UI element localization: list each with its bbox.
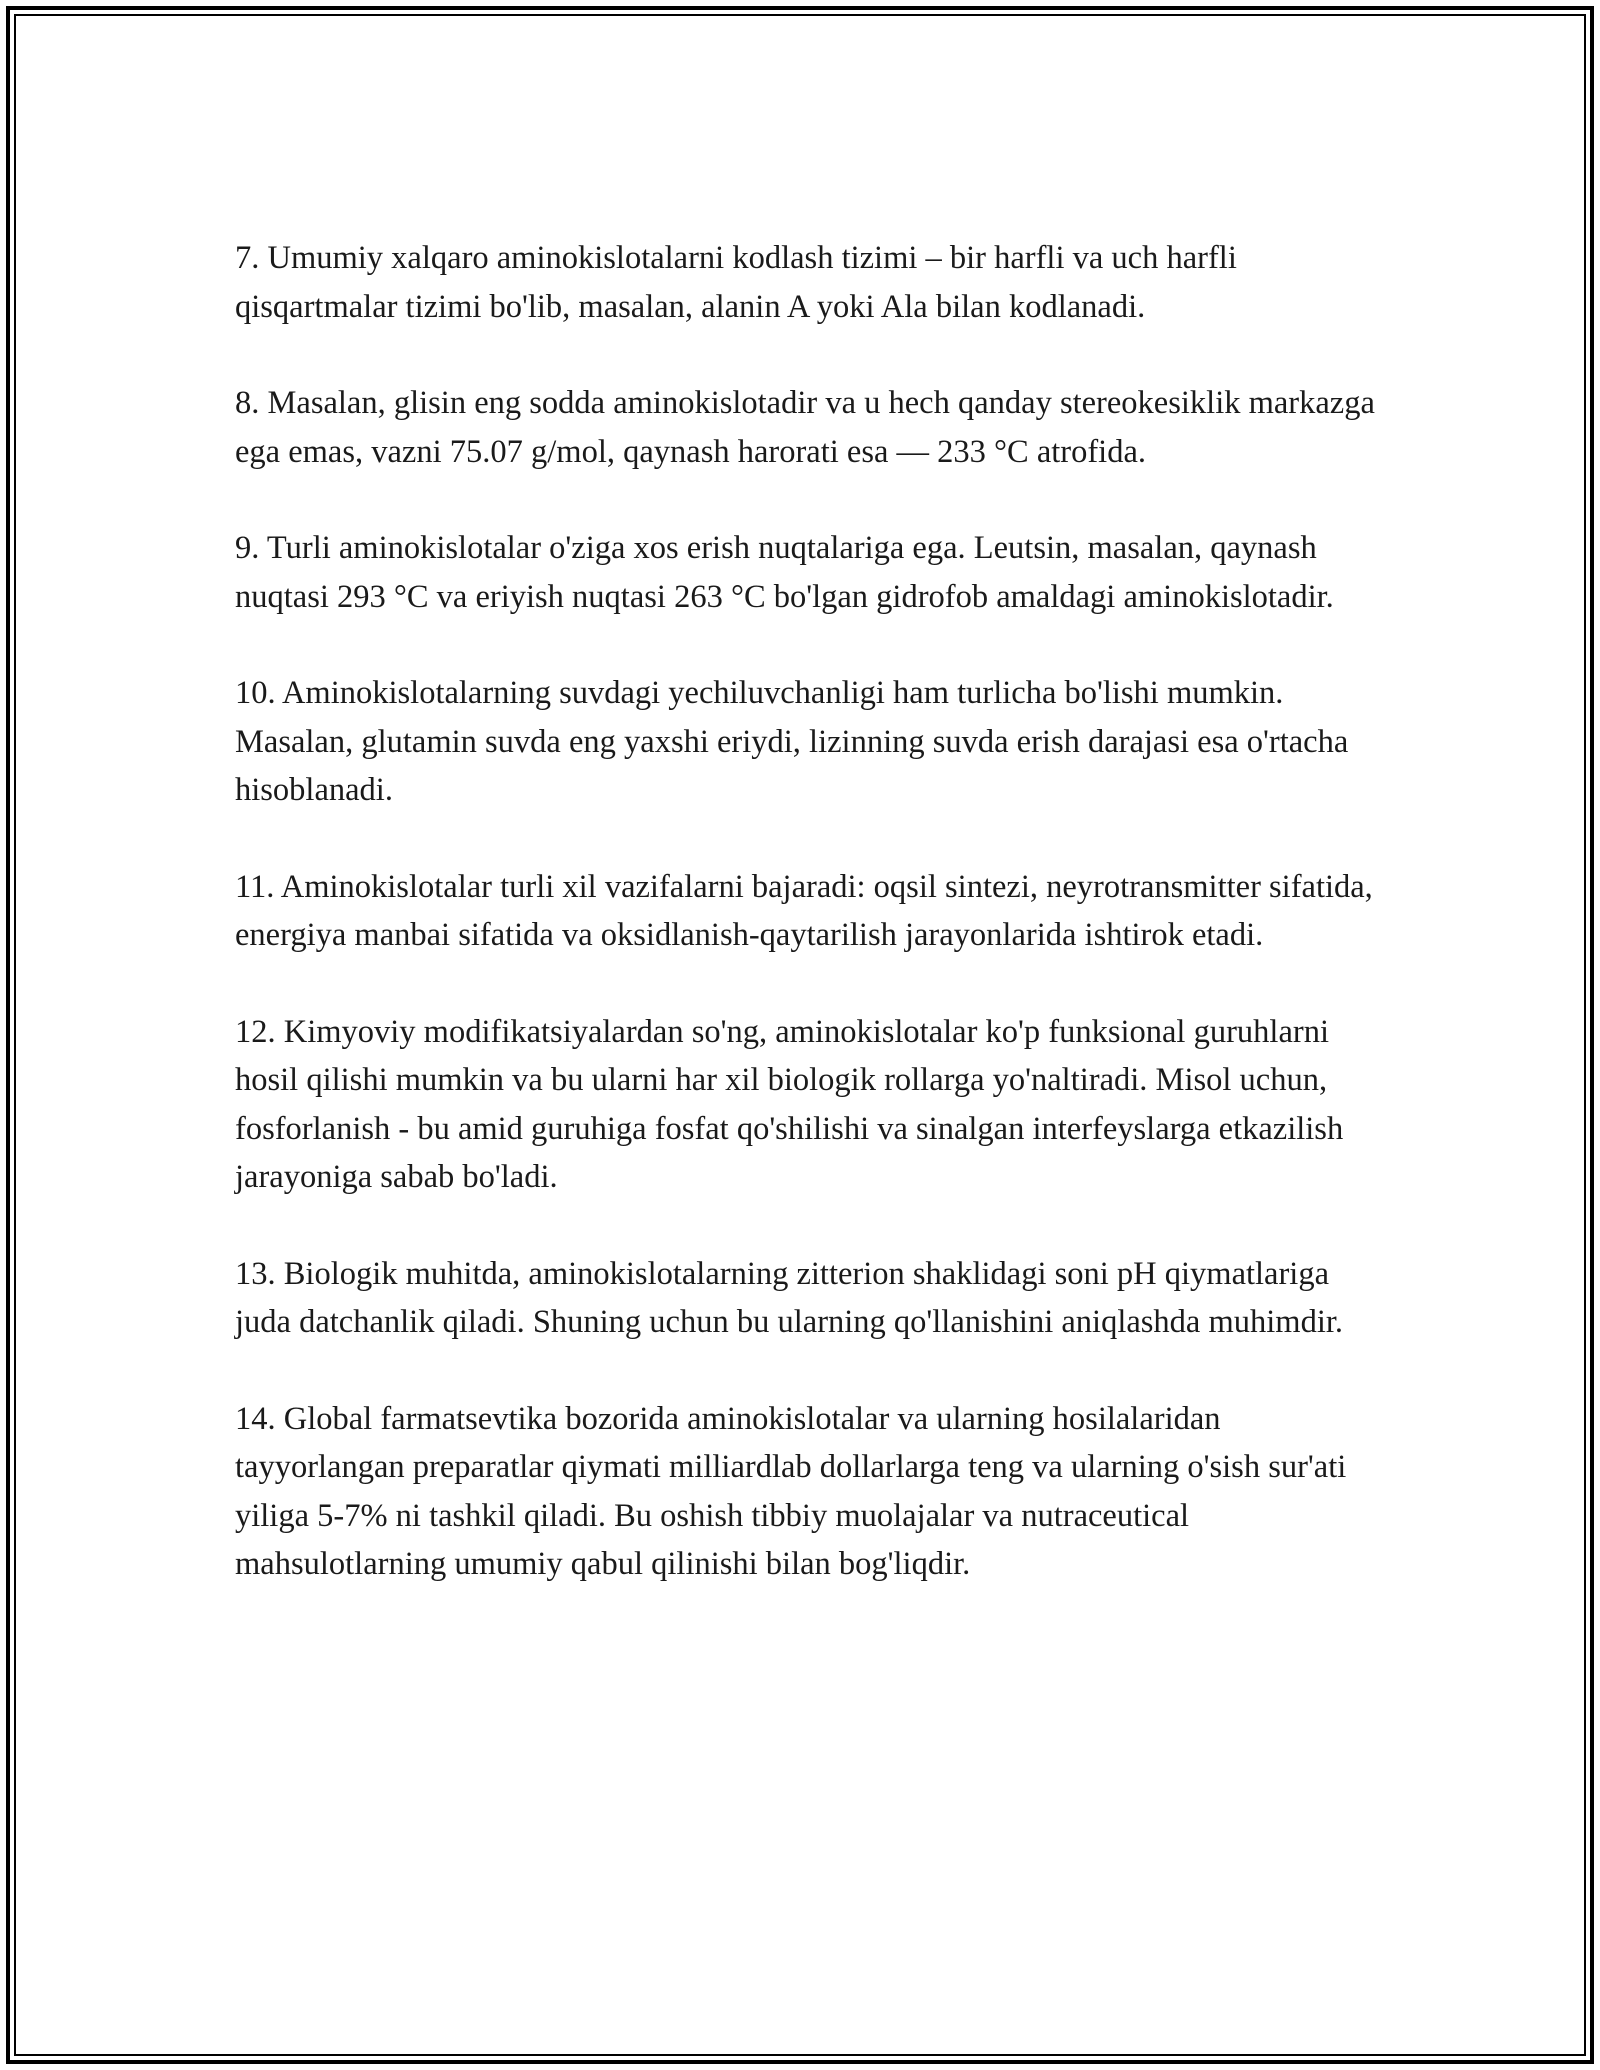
paragraph-7: 7. Umumiy xalqaro aminokislotalarni kodlash tizimi – bir harfli va uch harfli qisqartmalar tizimi bo'lib, masalan, alanin A yoki Ala bilan kodlanadi. (235, 240, 1237, 325)
document-body (235, 234, 1385, 1637)
paragraph-10: 10. Aminokislotalarning suvdagi yechiluvchanligi ham turlicha bo'lishi mumkin. Masalan, glutamin suvda eng yaxshi eriydi, lizinning suvda erish darajasi esa o'rtacha hisoblanadi. (235, 675, 1349, 808)
paragraph-8: 8. Masalan, glisin eng sodda aminokislotadir va u hech qanday stereokesiklik markazga ega emas, vazni 75.07 g/mol, qaynash harorati esa — 233 °C atrofida. (235, 385, 1375, 470)
paragraph-14: 14. Global farmatsevtika bozorida aminokislotalar va ularning hosilalaridan tayyorlangan preparatlar qiymati milliardlab dollarlarga teng va ularning o'sish sur'ati yiliga 5-7% ni tashkil qiladi. Bu oshish tibbiy muolajalar va nutraceutical mahsulotlarning umumiy qabul qilinishi bilan bog'liqdir. (235, 1400, 1347, 1582)
paragraph-11: 11. Aminokislotalar turli xil vazifalarni bajaradi: oqsil sintezi, neyrotransmitter sifatida, energiya manbai sifatida va oksidlanish-qaytarilish jarayonlarida ishtirok etadi. (235, 868, 1373, 953)
paragraph-9: 9. Turli aminokislotalar o'ziga xos erish nuqtalariga ega. Leutsin, masalan, qaynash nuqtasi 293 °C va eriyish nuqtasi 263 °C bo'lgan gidrofob amaldagi aminokislotadir. (235, 530, 1334, 615)
paragraph-13: 13. Biologik muhitda, aminokislotalarning zitterion shaklidagi soni pH qiymatlariga juda datchanlik qiladi. Shuning uchun bu ularning qo'llanishini aniqlashda muhimdir. (235, 1255, 1343, 1340)
paragraph-12: 12. Kimyoviy modifikatsiyalardan so'ng, aminokislotalar ko'p funksional guruhlarni hosil qilishi mumkin va bu ularni har xil biologik rollarga yo'naltiradi. Misol uchun, fosforlanish - bu amid guruhiga fosfat qo'shilishi va sinalgan interfeyslarga etkazilish jarayoniga sabab bo'ladi. (235, 1013, 1344, 1195)
